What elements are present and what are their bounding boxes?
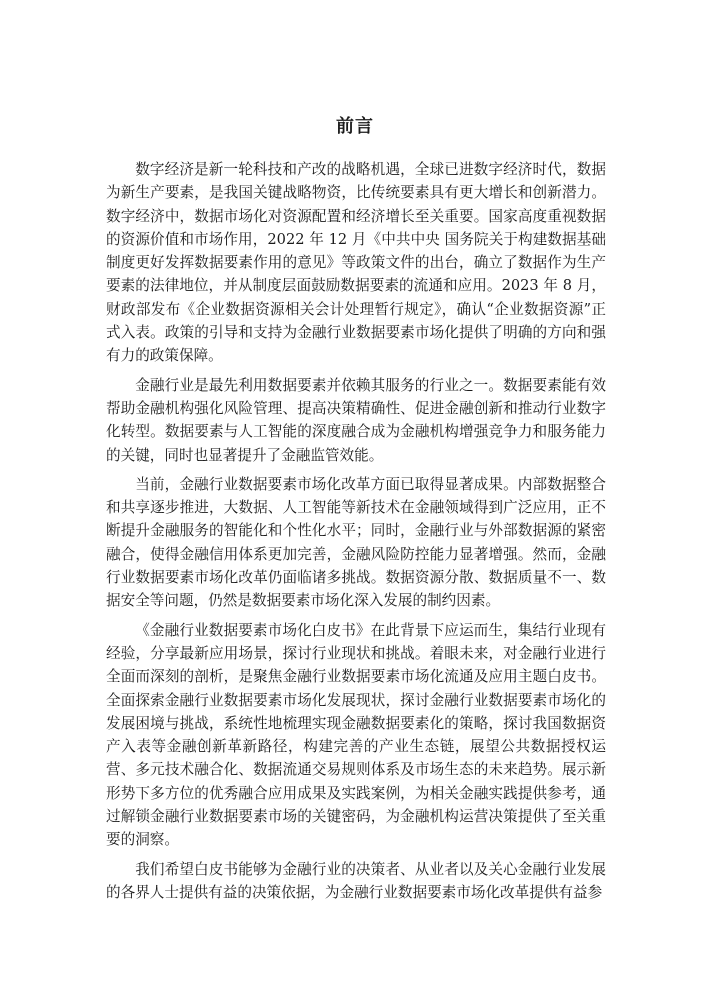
paragraph: 当前，金融行业数据要素市场化改革方面已取得显著成果。内部数据整合和共享逐步推进，大数据、人工智能等新技术在金融领域得到广泛应用，正不断提升金融服务的智能化和个性化水平；同时，金融行业与外部数据源的紧密融合，使得金融信用体系更加完善，金融风险防控能力显著增强。然而，金融行业数据要素市场化改革仍面临诸多挑战。数据资源分散、数据质量不一、数据安全等问题，仍然是数据要素市场化深入发展的制约因素。	[106, 475, 606, 610]
page-title: 前言	[336, 116, 374, 137]
paragraph: 金融行业是最先利用数据要素并依赖其服务的行业之一。数据要素能有效帮助金融机构强化风险管理、提高决策精确性、促进金融创新和推动行业数字化转型。数据要素与人工智能的深度融合成为金融机构增强竞争力和服务能力的关键，同时也显著提升了金融监管效能。	[106, 376, 606, 464]
paragraph: 《金融行业数据要素市场化白皮书》在此背景下应运而生，集结行业现有经验，分享最新应用场景，探讨行业现状和挑战。着眼未来，对金融行业进行全面而深刻的剖析，是聚焦金融行业数据要素市场化流通及应用主题白皮书。全面探索金融行业数据要素市场化发展现状，探讨金融行业数据要素市场化的发展困境与挑战，系统性地梳理实现金融数据要素化的策略，探讨我国数据资产入表等金融创新革新路径，构建完善的产业生态链，展望公共数据授权运营、多元技术融合化、数据流通交易规则体系及市场生态的未来趋势。展示新形势下多方位的优秀融合应用成果及实践案例，为相关金融实践提供参考，通过解锁金融行业数据要素市场的关键密码，为金融机构运营决策提供了至关重要的洞察。	[106, 621, 606, 849]
paragraph: 数字经济是新一轮科技和产改的战略机遇，全球已进数字经济时代，数据为新生产要素，是我国关键战略物资，比传统要素具有更大增长和创新潜力。数字经济中，数据市场化对资源配置和经济增长至关重要。国家高度重视数据的资源价值和市场作用，2022 年 12 月《中共中央 国务院关于构建数据基础制度更好发挥数据要素作用的意见》等政策文件的出台，确立了数据作为生产要素的法律地位，并从制度层面鼓励数据要素的流通和应用。2023 年 8 月，财政部发布《企业数据资源相关会计处理暂行规定》，确认“企业数据资源”正式入表。政策的引导和支持为金融行业数据要素市场化提供了明确的方向和强有力的政策保障。	[106, 161, 606, 365]
paragraph: 我们希望白皮书能够为金融行业的决策者、从业者以及关心金融行业发展的各界人士提供有益的决策依据，为金融行业数据要素市场化改革提供有益参	[106, 860, 606, 901]
document-body	[106, 158, 606, 910]
